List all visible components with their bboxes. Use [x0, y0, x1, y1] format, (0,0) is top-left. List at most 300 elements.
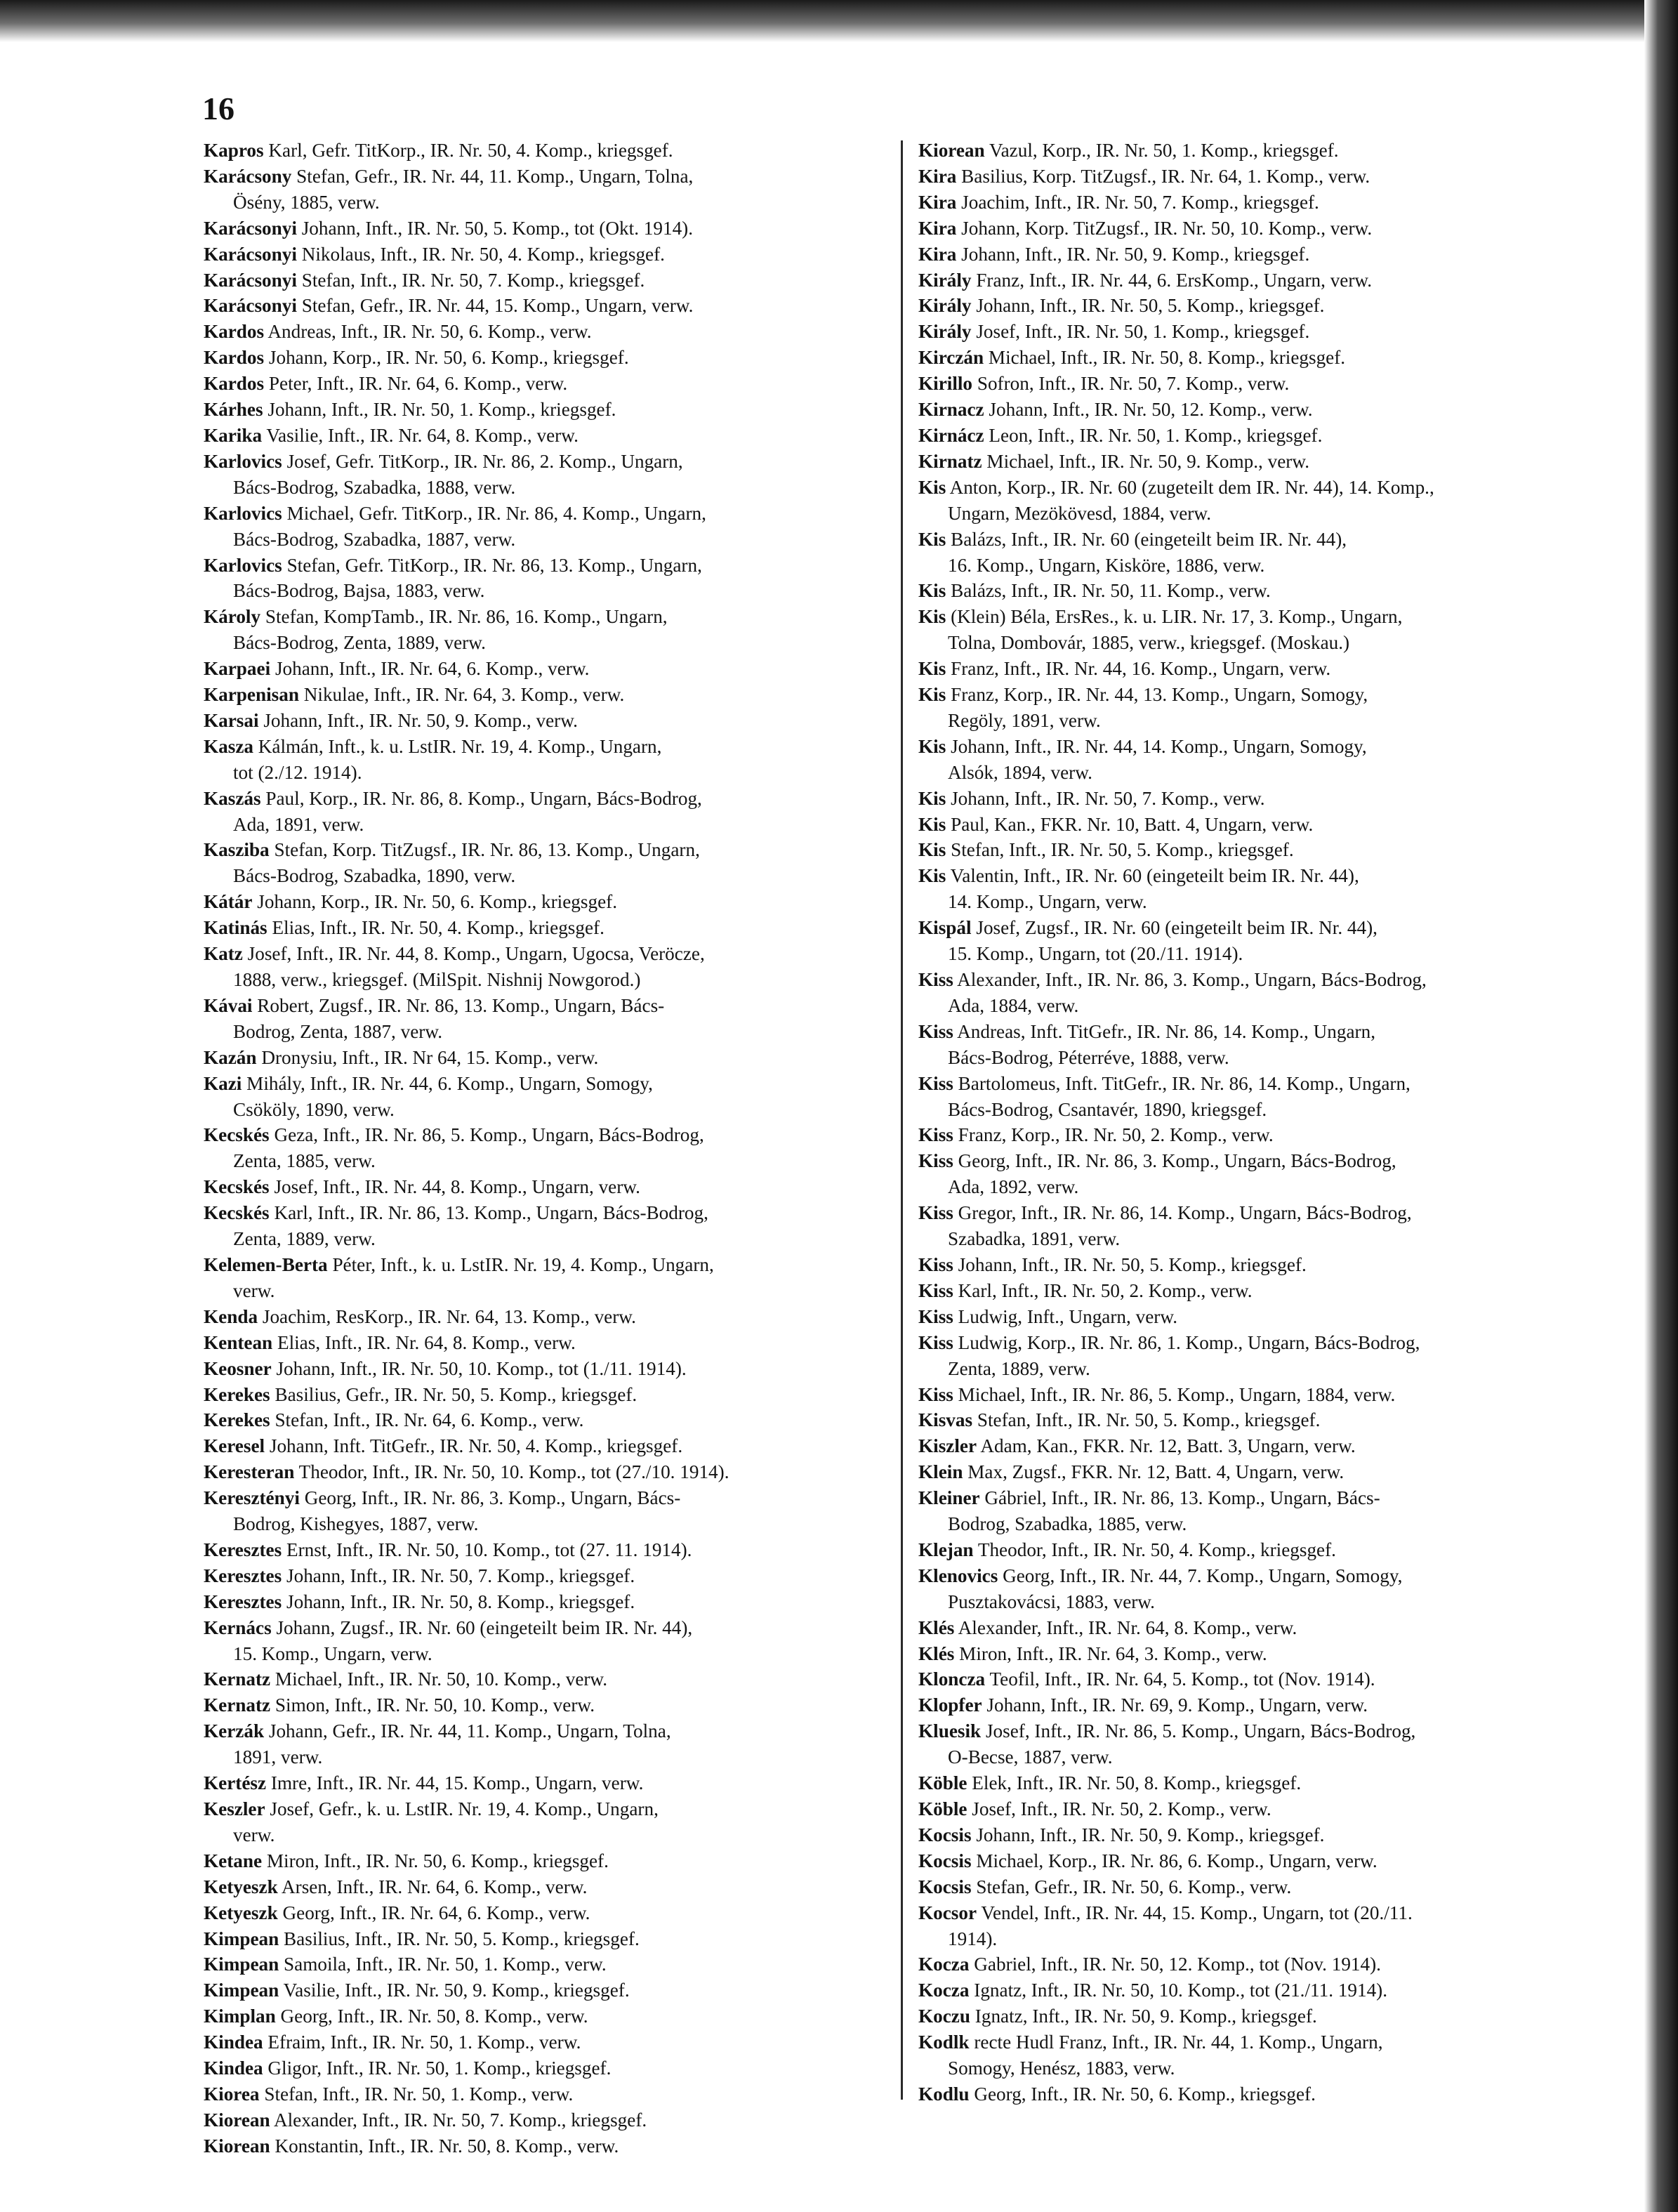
entry-details: Johann, Inft., IR. Nr. 50, 5. Komp., kriegsgef.: [958, 1253, 1307, 1275]
entry-details: Georg, Inft., IR. Nr. 50, 6. Komp., kriegsgef.: [974, 2083, 1316, 2105]
casualty-entry: [204, 1433, 892, 1459]
entry-surname: Kárhes: [204, 399, 263, 421]
entry-details: Andreas, Inft. TitGefr., IR. Nr. 86, 14. Komp., Ungarn,: [957, 1020, 1375, 1042]
entry-surname: Kisvas: [918, 1409, 973, 1431]
entry-details: Georg, Inft., IR. Nr. 44, 7. Komp., Ungarn, Somogy,: [1003, 1565, 1403, 1586]
entry-details: Michael, Inft., IR. Nr. 50, 10. Komp., verw.: [275, 1668, 608, 1690]
entry-continuation: Ada, 1884, verw.: [948, 994, 1079, 1016]
entry-surname: Kodlk: [918, 2032, 970, 2053]
entry-continuation: 15. Komp., Ungarn, tot (20./11. 1914).: [948, 943, 1243, 965]
entry-continuation: 1914).: [948, 1928, 998, 1949]
entry-details: Josef, Gefr. TitKorp., IR. Nr. 86, 2. Komp., Ungarn,: [286, 450, 683, 472]
entry-details: Efraim, Inft., IR. Nr. 50, 1. Komp., verw.: [267, 2032, 581, 2053]
entry-surname: Keresztes: [204, 1565, 282, 1586]
casualty-entry: [918, 1459, 1606, 1485]
entry-surname: Kertész: [204, 1772, 267, 1794]
entry-surname: Kiss: [918, 1279, 953, 1301]
entry-details: Josef, Inft., IR. Nr. 44, 8. Komp., Ungarn, Ugocsa, Veröcze,: [247, 943, 705, 965]
entry-details: Elek, Inft., IR. Nr. 50, 8. Komp., kriegsgef.: [972, 1772, 1302, 1794]
casualty-entry: [204, 708, 892, 734]
casualty-entry: [204, 1459, 892, 1485]
casualty-entry: [918, 1770, 1606, 1796]
right-column: [918, 138, 1606, 2107]
entry-details: Stefan, Gefr., IR. Nr. 50, 6. Komp., verw.: [976, 1876, 1292, 1897]
entry-details: Nikulae, Inft., IR. Nr. 64, 3. Komp., verw.: [303, 684, 625, 706]
entry-details: Stefan, Inft., IR. Nr. 64, 6. Komp., verw.: [275, 1409, 584, 1431]
entry-surname: Kirnácz: [918, 424, 984, 446]
entry-details: Geza, Inft., IR. Nr. 86, 5. Komp., Ungarn, Bács-Bodrog,: [274, 1124, 704, 1146]
entry-surname: Kocsis: [918, 1824, 972, 1845]
casualty-entry: [918, 656, 1606, 682]
entry-details: Mihály, Inft., IR. Nr. 44, 6. Komp., Ungarn, Somogy,: [246, 1072, 653, 1094]
entry-continuation: O-Becse, 1887, verw.: [948, 1746, 1113, 1768]
entry-details: Vasilie, Inft., IR. Nr. 64, 8. Komp., verw.: [266, 424, 579, 446]
entry-details: Johann, Inft., IR. Nr. 50, 9. Komp., verw.: [263, 709, 578, 731]
entry-surname: Kiss: [918, 1124, 953, 1146]
entry-details: Basilius, Korp. TitZugsf., IR. Nr. 64, 1. Komp., verw.: [961, 165, 1370, 187]
entry-surname: Kecskés: [204, 1202, 270, 1224]
casualty-entry: [918, 1692, 1606, 1718]
entry-surname: Karácsony: [204, 165, 292, 187]
casualty-entry: [204, 1045, 892, 1071]
entry-surname: Kis: [918, 658, 946, 680]
entry-continuation: Bács-Bodrog, Szabadka, 1888, verw.: [233, 476, 516, 498]
casualty-entry: [918, 837, 1606, 863]
casualty-entry: [204, 2003, 892, 2029]
casualty-entry: [918, 2003, 1606, 2029]
entry-details: Franz, Inft., IR. Nr. 44, 6. ErsKomp., Ungarn, verw.: [976, 269, 1373, 291]
entry-surname: Kerekes: [204, 1383, 270, 1405]
casualty-entry: [204, 1589, 892, 1615]
entry-surname: Kecskés: [204, 1124, 270, 1146]
entry-details: Vendel, Inft., IR. Nr. 44, 15. Komp., Ungarn, tot (20./11.: [981, 1902, 1413, 1923]
entry-details: Josef, Zugsf., IR. Nr. 60 (eingeteilt beim IR. Nr. 44),: [976, 917, 1378, 939]
entry-surname: Kelemen-Berta: [204, 1253, 328, 1275]
casualty-entry: [918, 1200, 1606, 1252]
casualty-entry: [204, 1356, 892, 1382]
entry-details: Nikolaus, Inft., IR. Nr. 50, 4. Komp., kriegsgef.: [301, 243, 665, 265]
entry-surname: Kimpean: [204, 1980, 279, 2001]
casualty-entry: [204, 1796, 892, 1848]
entry-details: Franz, Korp., IR. Nr. 50, 2. Komp., verw.: [958, 1124, 1274, 1146]
casualty-entry: [918, 1666, 1606, 1692]
casualty-entry: [204, 1951, 892, 1977]
entry-details: Teofil, Inft., IR. Nr. 64, 5. Komp., tot (Nov. 1914).: [989, 1668, 1375, 1690]
entry-details: Anton, Korp., IR. Nr. 60 (zugeteilt dem IR. Nr. 44), 14. Komp.,: [949, 476, 1434, 498]
entry-continuation: Bács-Bodrog, Szabadka, 1887, verw.: [233, 528, 516, 550]
casualty-entry: [918, 268, 1606, 294]
casualty-entry: [204, 1174, 892, 1200]
entry-details: Vazul, Korp., IR. Nr. 50, 1. Komp., kriegsgef.: [989, 140, 1339, 161]
entry-surname: Kiss: [918, 1202, 953, 1224]
entry-details: Basilius, Gefr., IR. Nr. 50, 5. Komp., kriegsgef.: [275, 1383, 637, 1405]
entry-surname: Király: [918, 295, 972, 317]
entry-details: Basilius, Inft., IR. Nr. 50, 5. Komp., kriegsgef.: [284, 1928, 640, 1949]
entry-details: Josef, Inft., IR. Nr. 86, 5. Komp., Ungarn, Bács-Bodrog,: [985, 1720, 1416, 1742]
entry-details: Michael, Inft., IR. Nr. 50, 9. Komp., verw.: [986, 450, 1309, 472]
entry-surname: Kirczán: [918, 347, 984, 369]
entry-details: Josef, Gefr., k. u. LstIR. Nr. 19, 4. Komp., Ungarn,: [270, 1798, 659, 1819]
entry-continuation: Ada, 1891, verw.: [233, 813, 364, 835]
entry-details: Johann, Inft. TitGefr., IR. Nr. 50, 4. Komp., kriegsgef.: [269, 1435, 683, 1457]
casualty-entry: [918, 449, 1606, 475]
entry-details: Josef, Inft., IR. Nr. 50, 2. Komp., verw.: [972, 1798, 1271, 1819]
entry-surname: Karlovics: [204, 502, 282, 524]
casualty-entry: [204, 1926, 892, 1952]
casualty-entry: [204, 604, 892, 656]
entry-details: Joachim, ResKorp., IR. Nr. 64, 13. Komp., verw.: [262, 1305, 636, 1327]
entry-continuation: Bács-Bodrog, Péterréve, 1888, verw.: [948, 1046, 1229, 1068]
entry-details: Johann, Inft., IR. Nr. 69, 9. Komp., Ungarn, verw.: [986, 1694, 1368, 1716]
casualty-entry: [918, 1822, 1606, 1848]
entry-continuation: Alsók, 1894, verw.: [948, 761, 1092, 783]
entry-details: Johann, Korp., IR. Nr. 50, 6. Komp., kriegsgef.: [257, 891, 617, 913]
entry-surname: Kocza: [918, 1980, 970, 2001]
entry-surname: Klés: [918, 1617, 955, 1638]
entry-surname: Kloncza: [918, 1668, 986, 1690]
entry-continuation: Zenta, 1889, verw.: [233, 1228, 376, 1250]
casualty-entry: [918, 345, 1606, 371]
entry-details: Andreas, Inft., IR. Nr. 50, 6. Komp., verw.: [267, 321, 592, 343]
entry-surname: Kerzák: [204, 1720, 265, 1742]
casualty-entry: [918, 1951, 1606, 1977]
entry-details: Theodor, Inft., IR. Nr. 50, 4. Komp., kriegsgef.: [977, 1539, 1336, 1560]
entry-surname: Keresztes: [204, 1539, 282, 1560]
entry-surname: Karika: [204, 424, 263, 446]
entry-details: Michael, Gefr. TitKorp., IR. Nr. 86, 4. Komp., Ungarn,: [286, 502, 706, 524]
entry-surname: Karácsonyi: [204, 295, 297, 317]
entry-details: Johann, Inft., IR. Nr. 44, 14. Komp., Ungarn, Somogy,: [951, 735, 1367, 757]
entry-surname: Keresztényi: [204, 1487, 300, 1509]
entry-details: Alexander, Inft., IR. Nr. 50, 7. Komp., kriegsgef.: [273, 2109, 647, 2131]
casualty-entry: [918, 734, 1606, 786]
entry-surname: Klein: [918, 1461, 963, 1483]
entry-details: Stefan, Gefr., IR. Nr. 44, 11. Komp., Ungarn, Tolna,: [296, 165, 694, 187]
entry-surname: Keresel: [204, 1435, 265, 1457]
casualty-entry: [918, 967, 1606, 1019]
casualty-entry: [204, 1330, 892, 1356]
casualty-entry: [918, 1977, 1606, 2003]
entry-details: Josef, Inft., IR. Nr. 44, 8. Komp., Ungarn, verw.: [274, 1176, 640, 1198]
entry-continuation: 1891, verw.: [233, 1746, 323, 1768]
entry-surname: Kis: [918, 735, 946, 757]
entry-continuation: 14. Komp., Ungarn, verw.: [948, 891, 1147, 913]
entry-details: Adam, Kan., FKR. Nr. 12, Batt. 3, Ungarn, verw.: [980, 1435, 1356, 1457]
entry-details: Stefan, Inft., IR. Nr. 50, 5. Komp., kriegsgef.: [977, 1409, 1321, 1431]
casualty-entry: [204, 1692, 892, 1718]
entry-details: Alexander, Inft., IR. Nr. 86, 3. Komp., Ungarn, Bács-Bodrog,: [957, 969, 1427, 990]
entry-details: Joachim, Inft., IR. Nr. 50, 7. Komp., kriegsgef.: [961, 191, 1319, 213]
entry-details: Paul, Korp., IR. Nr. 86, 8. Komp., Ungarn, Bács-Bodrog,: [265, 787, 702, 809]
entry-surname: Kodlu: [918, 2083, 970, 2105]
entry-surname: Kocza: [918, 1954, 970, 1975]
entry-surname: Kasza: [204, 735, 253, 757]
entry-details: Johann, Inft., IR. Nr. 50, 7. Komp., kriegsgef.: [286, 1565, 635, 1586]
entry-surname: Kis: [918, 476, 946, 498]
casualty-entry: [918, 1148, 1606, 1200]
casualty-entry: [918, 1718, 1606, 1770]
entry-details: Miron, Inft., IR. Nr. 50, 6. Komp., kriegsgef.: [266, 1850, 609, 1871]
casualty-entry: [918, 1900, 1606, 1952]
casualty-entry: [918, 527, 1606, 579]
entry-details: Stefan, Inft., IR. Nr. 50, 5. Komp., kriegsgef.: [951, 839, 1294, 861]
casualty-entry: [204, 2081, 892, 2107]
entry-surname: Kernatz: [204, 1694, 271, 1716]
entry-surname: Kaszás: [204, 787, 261, 809]
entry-continuation: tot (2./12. 1914).: [233, 761, 362, 783]
entry-details: Max, Zugsf., FKR. Nr. 12, Batt. 4, Ungarn, verw.: [967, 1461, 1345, 1483]
entry-surname: Kluesik: [918, 1720, 982, 1742]
entry-surname: Kiorean: [204, 2135, 270, 2157]
entry-continuation: 1888, verw., kriegsgef. (MilSpit. Nishnij Nowgorod.): [233, 969, 641, 990]
entry-details: Simon, Inft., IR. Nr. 50, 10. Komp., verw.: [275, 1694, 595, 1716]
entry-surname: Karlovics: [204, 450, 282, 472]
entry-details: Stefan, Gefr. TitKorp., IR. Nr. 86, 13. Komp., Ungarn,: [286, 554, 702, 576]
entry-surname: Karlovics: [204, 554, 282, 576]
entry-surname: Kira: [918, 191, 957, 213]
entry-details: Imre, Inft., IR. Nr. 44, 15. Komp., Ungarn, verw.: [270, 1772, 644, 1794]
entry-details: Georg, Inft., IR. Nr. 86, 3. Komp., Ungarn, Bács-Bodrog,: [958, 1150, 1396, 1172]
casualty-entry: [204, 734, 892, 786]
entry-details: Johann, Inft., IR. Nr. 50, 9. Komp., kriegsgef.: [961, 243, 1310, 265]
entry-details: Vasilie, Inft., IR. Nr. 50, 9. Komp., kriegsgef.: [283, 1980, 630, 2001]
casualty-entry: [204, 319, 892, 345]
casualty-entry: [204, 397, 892, 423]
entry-surname: Kispál: [918, 917, 972, 939]
casualty-entry: [918, 1796, 1606, 1822]
entry-details: Georg, Inft., IR. Nr. 64, 6. Komp., verw.: [282, 1902, 590, 1923]
entry-details: Josef, Inft., IR. Nr. 50, 1. Komp., kriegsgef.: [976, 321, 1310, 343]
casualty-entry: [204, 423, 892, 449]
casualty-entry: [204, 2055, 892, 2081]
entry-surname: Kernatz: [204, 1668, 271, 1690]
casualty-entry: [918, 1019, 1606, 1071]
entry-details: Franz, Inft., IR. Nr. 44, 16. Komp., Ungarn, verw.: [951, 658, 1331, 680]
entry-surname: Kis: [918, 580, 946, 602]
casualty-entry: [918, 604, 1606, 656]
casualty-entry: [918, 1252, 1606, 1278]
entry-details: Elias, Inft., IR. Nr. 50, 4. Komp., kriegsgef.: [272, 917, 605, 939]
entry-details: Johann, Inft., IR. Nr. 50, 12. Komp., verw.: [989, 399, 1313, 421]
entry-details: Johann, Inft., IR. Nr. 50, 5. Komp., kriegsgef.: [976, 295, 1325, 317]
entry-surname: Kimpean: [204, 1954, 279, 1975]
entry-details: Johann, Korp. TitZugsf., IR. Nr. 50, 10. Komp., verw.: [961, 217, 1373, 239]
entry-details: Gregor, Inft., IR. Nr. 86, 14. Komp., Ungarn, Bács-Bodrog,: [958, 1202, 1412, 1224]
entry-surname: Kentean: [204, 1331, 273, 1353]
casualty-entry: [204, 1900, 892, 1926]
entry-details: Johann, Korp., IR. Nr. 50, 6. Komp., kriegsgef.: [268, 347, 629, 369]
entry-surname: Kocsis: [918, 1876, 972, 1897]
casualty-entry: [918, 1485, 1606, 1537]
entry-surname: Klés: [918, 1642, 955, 1664]
casualty-entry: [204, 1382, 892, 1408]
entry-continuation: Zenta, 1885, verw.: [233, 1150, 376, 1172]
entry-surname: Kira: [918, 243, 957, 265]
entry-surname: Király: [918, 269, 972, 291]
casualty-entry: [918, 1615, 1606, 1641]
entry-continuation: verw.: [233, 1279, 275, 1301]
entry-surname: Karácsonyi: [204, 217, 297, 239]
entry-surname: Keresztes: [204, 1591, 282, 1612]
casualty-entry: [204, 682, 892, 708]
casualty-entry: [918, 164, 1606, 190]
entry-surname: Kiss: [918, 1331, 953, 1353]
entry-details: Johann, Inft., IR. Nr. 64, 6. Komp., verw.: [275, 658, 590, 680]
entry-surname: Kira: [918, 217, 957, 239]
entry-surname: Karácsonyi: [204, 269, 297, 291]
entry-details: Miron, Inft., IR. Nr. 64, 3. Komp., verw.: [959, 1642, 1267, 1664]
entry-details: Ludwig, Inft., Ungarn, verw.: [958, 1305, 1177, 1327]
casualty-entry: [918, 138, 1606, 164]
entry-surname: Kardos: [204, 321, 265, 343]
entry-details: Elias, Inft., IR. Nr. 64, 8. Komp., verw.: [277, 1331, 576, 1353]
casualty-entry: [918, 1278, 1606, 1304]
casualty-entry: [204, 1666, 892, 1692]
casualty-entry: [204, 164, 892, 216]
entry-surname: Kasziba: [204, 839, 270, 861]
casualty-entry: [204, 268, 892, 294]
entry-details: Johann, Inft., IR. Nr. 50, 5. Komp., tot (Okt. 1914).: [301, 217, 694, 239]
entry-details: Ludwig, Korp., IR. Nr. 86, 1. Komp., Ungarn, Bács-Bodrog,: [958, 1331, 1420, 1353]
entry-continuation: Bács-Bodrog, Zenta, 1889, verw.: [233, 632, 486, 654]
entry-surname: Kiorea: [204, 2083, 260, 2105]
entry-details: Johann, Inft., IR. Nr. 50, 8. Komp., kriegsgef.: [286, 1591, 635, 1612]
casualty-entry: [918, 1433, 1606, 1459]
entry-details: Ignatz, Inft., IR. Nr. 50, 9. Komp., kriegsgef.: [975, 2006, 1317, 2027]
entry-surname: Kiss: [918, 1305, 953, 1327]
entry-surname: Kátár: [204, 891, 253, 913]
entry-surname: Keosner: [204, 1357, 272, 1379]
casualty-entry: [204, 371, 892, 397]
casualty-entry: [918, 812, 1606, 838]
casualty-entry: [918, 371, 1606, 397]
casualty-entry: [918, 1304, 1606, 1330]
casualty-entry: [918, 786, 1606, 812]
entry-continuation: verw.: [233, 1824, 275, 1845]
casualty-entry: [204, 1718, 892, 1770]
casualty-entry: [918, 1874, 1606, 1900]
entry-surname: Király: [918, 321, 972, 343]
entry-surname: Katz: [204, 943, 243, 965]
entry-surname: Kiss: [918, 969, 953, 990]
scan-right-edge: [1644, 0, 1678, 2212]
entry-continuation: 15. Komp., Ungarn, verw.: [233, 1642, 432, 1664]
entry-details: Péter, Inft., k. u. LstIR. Nr. 19, 4. Komp., Ungarn,: [332, 1253, 714, 1275]
entry-surname: Kimplan: [204, 2006, 276, 2027]
casualty-entry: [204, 1304, 892, 1330]
casualty-entry: [204, 501, 892, 553]
entry-surname: Köble: [918, 1772, 967, 1794]
entry-details: Ernst, Inft., IR. Nr. 50, 10. Komp., tot (27. 11. 1914).: [286, 1539, 692, 1560]
entry-surname: Kis: [918, 787, 946, 809]
entry-surname: Kocsis: [918, 1850, 972, 1871]
entry-details: Theodor, Inft., IR. Nr. 50, 10. Komp., tot (27./10. 1914).: [298, 1461, 729, 1483]
casualty-entry: [918, 1848, 1606, 1874]
entry-surname: Keresteran: [204, 1461, 295, 1483]
entry-surname: Kerekes: [204, 1409, 270, 1431]
entry-surname: Kardos: [204, 347, 265, 369]
entry-details: Valentin, Inft., IR. Nr. 60 (eingeteilt beim IR. Nr. 44),: [950, 865, 1359, 887]
casualty-entry: [918, 863, 1606, 915]
casualty-entry: [918, 423, 1606, 449]
casualty-entry: [918, 2029, 1606, 2081]
entry-details: Balázs, Inft., IR. Nr. 50, 11. Komp., verw.: [951, 580, 1271, 602]
casualty-entry: [204, 2133, 892, 2159]
entry-details: Dronysiu, Inft., IR. Nr 64, 15. Komp., verw.: [261, 1046, 599, 1068]
entry-details: Johann, Zugsf., IR. Nr. 60 (eingeteilt beim IR. Nr. 44),: [276, 1617, 693, 1638]
entry-surname: Kis: [918, 839, 946, 861]
entry-surname: Kindea: [204, 2032, 263, 2053]
entry-surname: Keszler: [204, 1798, 265, 1819]
entry-details: Gábriel, Inft., IR. Nr. 86, 13. Komp., Ungarn, Bács-: [984, 1487, 1380, 1509]
casualty-entry: [918, 2081, 1606, 2107]
entry-surname: Kiss: [918, 1072, 953, 1094]
entry-continuation: Ada, 1892, verw.: [948, 1176, 1079, 1198]
left-column: [204, 138, 892, 2159]
casualty-entry: [918, 475, 1606, 527]
entry-surname: Kapros: [204, 140, 264, 161]
entry-continuation: Csököly, 1890, verw.: [233, 1098, 395, 1120]
entry-continuation: Tolna, Dombovár, 1885, verw., kriegsgef. (Moskau.): [948, 632, 1350, 654]
page-number: 16: [202, 91, 234, 126]
entry-surname: Ketyeszk: [204, 1902, 278, 1923]
entry-continuation: Pusztakovácsi, 1883, verw.: [948, 1591, 1155, 1612]
entry-surname: Kiszler: [918, 1435, 977, 1457]
entry-continuation: Bács-Bodrog, Csantavér, 1890, kriegsgef.: [948, 1098, 1267, 1120]
entry-surname: Kis: [918, 865, 946, 887]
entry-details: Kálmán, Inft., k. u. LstIR. Nr. 19, 4. Komp., Ungarn,: [258, 735, 662, 757]
entry-details: recte Hudl Franz, Inft., IR. Nr. 44, 1. Komp., Ungarn,: [974, 2032, 1383, 2053]
entry-details: (Klein) Béla, ErsRes., k. u. LIR. Nr. 17, 3. Komp., Ungarn,: [951, 606, 1403, 628]
casualty-entry: [204, 1977, 892, 2003]
casualty-entry: [204, 1874, 892, 1900]
entry-details: Balázs, Inft., IR. Nr. 60 (eingeteilt beim IR. Nr. 44),: [951, 528, 1347, 550]
entry-surname: Kis: [918, 813, 946, 835]
entry-continuation: Bodrog, Szabadka, 1885, verw.: [948, 1513, 1187, 1535]
casualty-entry: [918, 1071, 1606, 1123]
casualty-entry: [204, 837, 892, 889]
casualty-entry: [204, 1615, 892, 1667]
casualty-entry: [204, 1407, 892, 1433]
casualty-entry: [918, 1330, 1606, 1382]
entry-details: Arsen, Inft., IR. Nr. 64, 6. Komp., verw.: [282, 1876, 588, 1897]
entry-continuation: Bács-Bodrog, Szabadka, 1890, verw.: [233, 865, 516, 887]
entry-details: Stefan, Gefr., IR. Nr. 44, 15. Komp., Ungarn, verw.: [301, 295, 694, 317]
entry-details: Michael, Korp., IR. Nr. 86, 6. Komp., Ungarn, verw.: [976, 1850, 1378, 1871]
entry-details: Gligor, Inft., IR. Nr. 50, 1. Komp., kriegsgef.: [267, 2058, 612, 2079]
entry-surname: Kimpean: [204, 1928, 279, 1949]
casualty-entry: [204, 786, 892, 838]
entry-surname: Katinás: [204, 917, 267, 939]
casualty-entry: [204, 1071, 892, 1123]
casualty-entry: [204, 138, 892, 164]
entry-details: Stefan, Korp. TitZugsf., IR. Nr. 86, 13. Komp., Ungarn,: [274, 839, 700, 861]
scan-top-edge: [0, 0, 1678, 42]
entry-surname: Karpenisan: [204, 684, 299, 706]
entry-details: Alexander, Inft., IR. Nr. 64, 8. Komp., verw.: [958, 1617, 1297, 1638]
column-divider: [901, 140, 903, 2100]
entry-continuation: Ungarn, Mezökövesd, 1884, verw.: [948, 502, 1211, 524]
casualty-entry: [918, 1641, 1606, 1667]
entry-details: Konstantin, Inft., IR. Nr. 50, 8. Komp., verw.: [275, 2135, 619, 2157]
entry-details: Johann, Gefr., IR. Nr. 44, 11. Komp., Ungarn, Tolna,: [268, 1720, 671, 1742]
entry-details: Robert, Zugsf., IR. Nr. 86, 13. Komp., Ungarn, Bács-: [257, 994, 665, 1016]
casualty-entry: [918, 682, 1606, 734]
casualty-entry: [918, 1407, 1606, 1433]
entry-surname: Karpaei: [204, 658, 271, 680]
entry-surname: Kiorean: [204, 2109, 270, 2131]
casualty-entry: [918, 1563, 1606, 1615]
